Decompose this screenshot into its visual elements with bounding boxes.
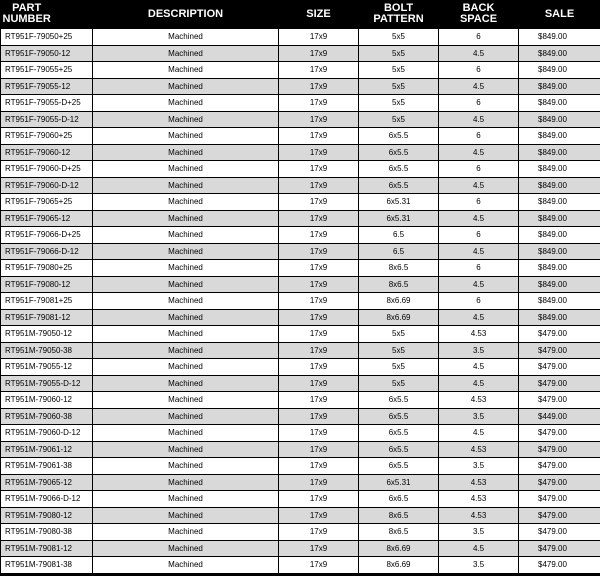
table-row <box>1 227 600 244</box>
cell-size: 17x9 <box>279 408 359 425</box>
cell-part-number: RT951F-79060-D+25 <box>1 161 93 178</box>
table-row <box>1 177 600 194</box>
table-row <box>1 342 600 359</box>
cell-bolt-pattern: 6x5.31 <box>359 210 439 227</box>
cell-description: Machined <box>93 260 279 277</box>
cell-part-number: RT951F-79081-12 <box>1 309 93 326</box>
cell-part-number: RT951F-79066-D-12 <box>1 243 93 260</box>
cell-size: 17x9 <box>279 491 359 508</box>
cell-size: 17x9 <box>279 243 359 260</box>
cell-bolt-pattern: 6x5.5 <box>359 458 439 475</box>
cell-size: 17x9 <box>279 144 359 161</box>
cell-back-space: 4.5 <box>439 144 519 161</box>
cell-back-space: 6 <box>439 293 519 310</box>
cell-back-space: 4.5 <box>439 309 519 326</box>
cell-bolt-pattern: 6x5.5 <box>359 161 439 178</box>
table-row <box>1 276 600 293</box>
cell-bolt-pattern: 5x5 <box>359 342 439 359</box>
cell-sale: $849.00 <box>519 276 600 293</box>
cell-description: Machined <box>93 326 279 343</box>
cell-part-number: RT951M-79050-38 <box>1 342 93 359</box>
table-row <box>1 144 600 161</box>
cell-sale: $849.00 <box>519 194 600 211</box>
cell-description: Machined <box>93 128 279 145</box>
cell-sale: $849.00 <box>519 78 600 95</box>
cell-part-number: RT951M-79060-12 <box>1 392 93 409</box>
cell-bolt-pattern: 8x6.5 <box>359 276 439 293</box>
cell-bolt-pattern: 5x5 <box>359 359 439 376</box>
cell-size: 17x9 <box>279 128 359 145</box>
cell-sale: $849.00 <box>519 128 600 145</box>
cell-size: 17x9 <box>279 375 359 392</box>
cell-size: 17x9 <box>279 557 359 574</box>
cell-size: 17x9 <box>279 111 359 128</box>
table-row <box>1 128 600 145</box>
cell-sale: $479.00 <box>519 359 600 376</box>
cell-description: Machined <box>93 441 279 458</box>
cell-part-number: RT951F-79055-D+25 <box>1 95 93 112</box>
cell-sale: $479.00 <box>519 441 600 458</box>
cell-size: 17x9 <box>279 95 359 112</box>
cell-back-space: 3.5 <box>439 342 519 359</box>
cell-sale: $449.00 <box>519 408 600 425</box>
cell-part-number: RT951M-79061-12 <box>1 441 93 458</box>
cell-size: 17x9 <box>279 342 359 359</box>
cell-bolt-pattern: 6x5.5 <box>359 177 439 194</box>
table-row <box>1 474 600 491</box>
cell-sale: $849.00 <box>519 293 600 310</box>
cell-size: 17x9 <box>279 507 359 524</box>
table-body <box>1 29 600 574</box>
cell-size: 17x9 <box>279 194 359 211</box>
header-back-space: BACK SPACE <box>439 0 519 29</box>
cell-part-number: RT951F-79055-D-12 <box>1 111 93 128</box>
cell-back-space: 6 <box>439 95 519 112</box>
cell-description: Machined <box>93 62 279 79</box>
cell-bolt-pattern: 6x5.31 <box>359 194 439 211</box>
cell-description: Machined <box>93 507 279 524</box>
cell-bolt-pattern: 5x5 <box>359 111 439 128</box>
cell-back-space: 6 <box>439 260 519 277</box>
cell-description: Machined <box>93 524 279 541</box>
cell-size: 17x9 <box>279 177 359 194</box>
cell-back-space: 4.53 <box>439 326 519 343</box>
cell-back-space: 4.53 <box>439 491 519 508</box>
cell-back-space: 3.5 <box>439 458 519 475</box>
cell-part-number: RT951F-79080-12 <box>1 276 93 293</box>
cell-back-space: 4.5 <box>439 276 519 293</box>
cell-part-number: RT951F-79065-12 <box>1 210 93 227</box>
cell-back-space: 4.5 <box>439 540 519 557</box>
cell-size: 17x9 <box>279 392 359 409</box>
cell-part-number: RT951F-79060-D-12 <box>1 177 93 194</box>
table-row <box>1 45 600 62</box>
header-description: DESCRIPTION <box>93 0 279 29</box>
cell-size: 17x9 <box>279 524 359 541</box>
cell-size: 17x9 <box>279 276 359 293</box>
cell-description: Machined <box>93 557 279 574</box>
table-row <box>1 507 600 524</box>
cell-back-space: 6 <box>439 194 519 211</box>
table-row <box>1 194 600 211</box>
cell-size: 17x9 <box>279 62 359 79</box>
cell-back-space: 4.5 <box>439 425 519 442</box>
cell-bolt-pattern: 8x6.69 <box>359 557 439 574</box>
table-row <box>1 161 600 178</box>
cell-bolt-pattern: 6x5.5 <box>359 408 439 425</box>
cell-bolt-pattern: 6x5.5 <box>359 441 439 458</box>
cell-size: 17x9 <box>279 227 359 244</box>
cell-back-space: 4.53 <box>439 507 519 524</box>
cell-part-number: RT951M-79080-38 <box>1 524 93 541</box>
cell-size: 17x9 <box>279 29 359 46</box>
table-row <box>1 62 600 79</box>
cell-bolt-pattern: 8x6.5 <box>359 507 439 524</box>
cell-bolt-pattern: 5x5 <box>359 95 439 112</box>
cell-part-number: RT951M-79061-38 <box>1 458 93 475</box>
cell-bolt-pattern: 5x5 <box>359 78 439 95</box>
cell-sale: $849.00 <box>519 111 600 128</box>
cell-part-number: RT951F-79050-12 <box>1 45 93 62</box>
cell-description: Machined <box>93 78 279 95</box>
cell-back-space: 6 <box>439 62 519 79</box>
table-row <box>1 111 600 128</box>
cell-part-number: RT951F-79080+25 <box>1 260 93 277</box>
table-row <box>1 540 600 557</box>
cell-description: Machined <box>93 474 279 491</box>
cell-description: Machined <box>93 144 279 161</box>
cell-bolt-pattern: 5x5 <box>359 45 439 62</box>
table-row <box>1 95 600 112</box>
cell-back-space: 4.5 <box>439 177 519 194</box>
cell-size: 17x9 <box>279 441 359 458</box>
table-header-row <box>1 0 600 29</box>
cell-size: 17x9 <box>279 45 359 62</box>
cell-description: Machined <box>93 194 279 211</box>
cell-sale: $849.00 <box>519 45 600 62</box>
cell-description: Machined <box>93 227 279 244</box>
cell-description: Machined <box>93 408 279 425</box>
table-row <box>1 524 600 541</box>
cell-part-number: RT951F-79055-12 <box>1 78 93 95</box>
cell-sale: $849.00 <box>519 260 600 277</box>
cell-description: Machined <box>93 392 279 409</box>
cell-sale: $849.00 <box>519 144 600 161</box>
cell-sale: $479.00 <box>519 557 600 574</box>
header-bolt-pattern: BOLT PATTERN <box>359 0 439 29</box>
cell-size: 17x9 <box>279 425 359 442</box>
cell-part-number: RT951M-79066-D-12 <box>1 491 93 508</box>
cell-size: 17x9 <box>279 78 359 95</box>
table-row <box>1 309 600 326</box>
cell-part-number: RT951F-79066-D+25 <box>1 227 93 244</box>
cell-part-number: RT951F-79055+25 <box>1 62 93 79</box>
cell-sale: $849.00 <box>519 95 600 112</box>
cell-sale: $479.00 <box>519 524 600 541</box>
header-sale: SALE <box>519 0 600 29</box>
cell-part-number: RT951M-79081-38 <box>1 557 93 574</box>
cell-back-space: 3.5 <box>439 557 519 574</box>
cell-sale: $479.00 <box>519 458 600 475</box>
cell-back-space: 4.5 <box>439 78 519 95</box>
table-row <box>1 458 600 475</box>
cell-description: Machined <box>93 309 279 326</box>
table-row <box>1 293 600 310</box>
cell-part-number: RT951M-79055-12 <box>1 359 93 376</box>
cell-size: 17x9 <box>279 161 359 178</box>
cell-sale: $849.00 <box>519 243 600 260</box>
cell-description: Machined <box>93 342 279 359</box>
cell-part-number: RT951M-79065-12 <box>1 474 93 491</box>
cell-part-number: RT951M-79080-12 <box>1 507 93 524</box>
cell-sale: $479.00 <box>519 540 600 557</box>
cell-sale: $479.00 <box>519 507 600 524</box>
cell-sale: $849.00 <box>519 177 600 194</box>
cell-back-space: 6 <box>439 29 519 46</box>
cell-back-space: 3.5 <box>439 524 519 541</box>
table-row <box>1 359 600 376</box>
cell-bolt-pattern: 6x6.5 <box>359 491 439 508</box>
cell-bolt-pattern: 5x5 <box>359 375 439 392</box>
table-row <box>1 243 600 260</box>
cell-sale: $479.00 <box>519 375 600 392</box>
cell-size: 17x9 <box>279 210 359 227</box>
cell-sale: $849.00 <box>519 161 600 178</box>
cell-back-space: 4.5 <box>439 375 519 392</box>
cell-bolt-pattern: 6.5 <box>359 243 439 260</box>
cell-sale: $479.00 <box>519 326 600 343</box>
cell-description: Machined <box>93 458 279 475</box>
cell-back-space: 4.5 <box>439 243 519 260</box>
cell-back-space: 4.5 <box>439 111 519 128</box>
cell-size: 17x9 <box>279 309 359 326</box>
cell-part-number: RT951F-79065+25 <box>1 194 93 211</box>
cell-sale: $479.00 <box>519 392 600 409</box>
cell-part-number: RT951F-79081+25 <box>1 293 93 310</box>
cell-bolt-pattern: 8x6.5 <box>359 524 439 541</box>
cell-part-number: RT951M-79055-D-12 <box>1 375 93 392</box>
table-row <box>1 408 600 425</box>
cell-size: 17x9 <box>279 474 359 491</box>
cell-bolt-pattern: 8x6.5 <box>359 260 439 277</box>
table-row <box>1 326 600 343</box>
cell-bolt-pattern: 5x5 <box>359 29 439 46</box>
cell-back-space: 3.5 <box>439 408 519 425</box>
cell-back-space: 4.5 <box>439 210 519 227</box>
cell-part-number: RT951F-79060+25 <box>1 128 93 145</box>
table-row <box>1 491 600 508</box>
cell-description: Machined <box>93 111 279 128</box>
table-row <box>1 392 600 409</box>
table-row <box>1 210 600 227</box>
cell-back-space: 4.53 <box>439 474 519 491</box>
cell-sale: $849.00 <box>519 29 600 46</box>
cell-size: 17x9 <box>279 458 359 475</box>
cell-size: 17x9 <box>279 540 359 557</box>
table-row <box>1 375 600 392</box>
cell-bolt-pattern: 6x5.5 <box>359 392 439 409</box>
header-part-number: PART NUMBER <box>1 0 93 29</box>
cell-sale: $849.00 <box>519 227 600 244</box>
header-size: SIZE <box>279 0 359 29</box>
table-row <box>1 441 600 458</box>
cell-part-number: RT951M-79050-12 <box>1 326 93 343</box>
cell-back-space: 6 <box>439 161 519 178</box>
cell-back-space: 4.53 <box>439 392 519 409</box>
cell-back-space: 6 <box>439 128 519 145</box>
cell-sale: $479.00 <box>519 425 600 442</box>
cell-bolt-pattern: 6x5.5 <box>359 144 439 161</box>
cell-sale: $479.00 <box>519 474 600 491</box>
cell-sale: $479.00 <box>519 491 600 508</box>
cell-description: Machined <box>93 359 279 376</box>
cell-size: 17x9 <box>279 260 359 277</box>
cell-back-space: 4.53 <box>439 441 519 458</box>
cell-part-number: RT951M-79081-12 <box>1 540 93 557</box>
table-row <box>1 557 600 574</box>
cell-part-number: RT951F-79050+25 <box>1 29 93 46</box>
cell-part-number: RT951F-79060-12 <box>1 144 93 161</box>
cell-bolt-pattern: 5x5 <box>359 62 439 79</box>
cell-bolt-pattern: 6.5 <box>359 227 439 244</box>
cell-description: Machined <box>93 29 279 46</box>
table-row <box>1 29 600 46</box>
cell-bolt-pattern: 8x6.69 <box>359 309 439 326</box>
cell-description: Machined <box>93 177 279 194</box>
cell-description: Machined <box>93 243 279 260</box>
cell-bolt-pattern: 8x6.69 <box>359 293 439 310</box>
cell-description: Machined <box>93 491 279 508</box>
cell-description: Machined <box>93 276 279 293</box>
cell-sale: $849.00 <box>519 210 600 227</box>
cell-description: Machined <box>93 161 279 178</box>
cell-bolt-pattern: 6x5.31 <box>359 474 439 491</box>
cell-description: Machined <box>93 293 279 310</box>
cell-bolt-pattern: 8x6.69 <box>359 540 439 557</box>
cell-size: 17x9 <box>279 326 359 343</box>
table-row <box>1 260 600 277</box>
cell-back-space: 6 <box>439 227 519 244</box>
cell-description: Machined <box>93 425 279 442</box>
cell-description: Machined <box>93 45 279 62</box>
cell-back-space: 4.5 <box>439 359 519 376</box>
cell-sale: $479.00 <box>519 342 600 359</box>
cell-size: 17x9 <box>279 293 359 310</box>
cell-description: Machined <box>93 210 279 227</box>
cell-size: 17x9 <box>279 359 359 376</box>
cell-part-number: RT951M-79060-38 <box>1 408 93 425</box>
cell-bolt-pattern: 6x5.5 <box>359 128 439 145</box>
cell-description: Machined <box>93 540 279 557</box>
cell-part-number: RT951M-79060-D-12 <box>1 425 93 442</box>
cell-description: Machined <box>93 95 279 112</box>
cell-bolt-pattern: 5x5 <box>359 326 439 343</box>
cell-sale: $849.00 <box>519 62 600 79</box>
table-row <box>1 425 600 442</box>
cell-sale: $849.00 <box>519 309 600 326</box>
cell-back-space: 4.5 <box>439 45 519 62</box>
cell-bolt-pattern: 6x5.5 <box>359 425 439 442</box>
table-row <box>1 78 600 95</box>
cell-description: Machined <box>93 375 279 392</box>
